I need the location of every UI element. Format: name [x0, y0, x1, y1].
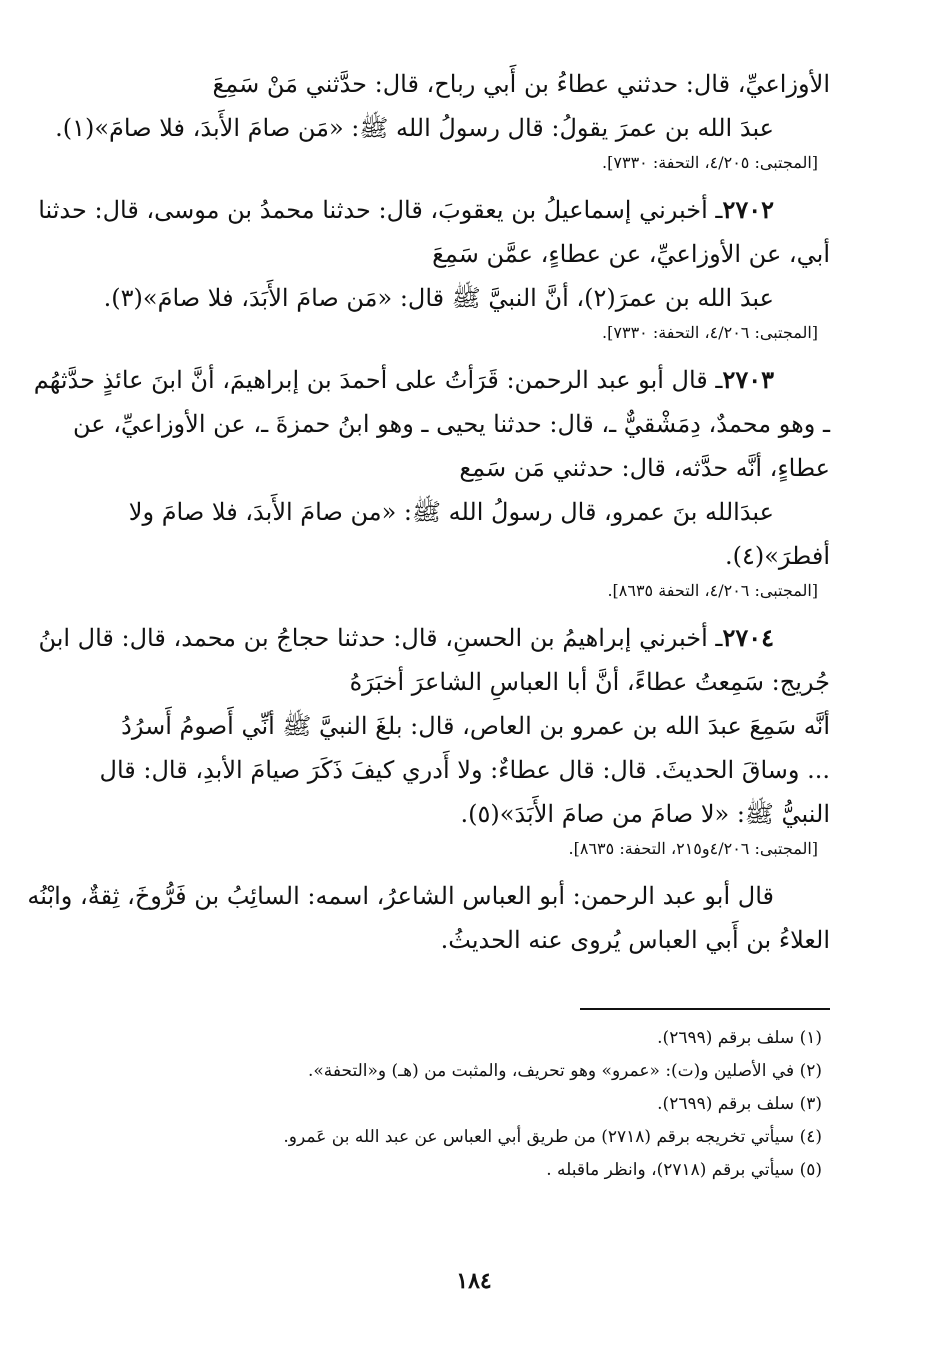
- source-reference: [المجتبى: ٤/٢٠٦، التحفة ٨٦٣٥].: [607, 581, 818, 600]
- text-line: ـ وهو محمدٌ، دِمَشْقيٌّ ـ، قال: حدثنا يحيى ـ وهو ابنُ حمزةَ ـ، عن الأوزاعيِّ، عن: [73, 410, 830, 438]
- page-number: ١٨٤: [456, 1268, 492, 1294]
- text-line: العلاءُ بن أَبي العباس يُروى عنه الحديثُ.: [440, 926, 830, 954]
- hadith-entry-2704: [38, 616, 830, 660]
- text-line: ـ قال أبو عبد الرحمن: قَرَأتُ على أحمدَ بن إبراهيمَ، أنَّ ابنَ عائذٍ حدَّثهُم: [33, 366, 723, 394]
- text-line: أنَّه سَمِعَ عبدَ الله بن عمرو بن العاص، قال: بلغَ النبيَّ ﷺ أنِّي أَصومُ أَسرُدُ: [121, 712, 830, 740]
- footnote: (١) سلف برقم (٢٦٩٩).: [657, 1028, 822, 1048]
- hadith-number: ٢٧٠٤: [722, 623, 774, 652]
- source-reference: [المجتبى: ٤/٢٠٦، التحفة: ٧٣٣٠].: [602, 323, 818, 342]
- text-line: ـ أخبرني إبراهيمُ بن الحسنِ، قال: حدثنا حجاجُ بن محمد، قال: قال ابنُ: [38, 624, 723, 652]
- text-line: جُريج: سَمِعتُ عطاءً، أنَّ أبا العباسِ الشاعرَ أخبَرَهُ: [349, 668, 830, 696]
- source-reference: [المجتبى: ٤/٢٠٥، التحفة: ٧٣٣٠].: [602, 153, 818, 172]
- main-text: [27, 62, 830, 962]
- hadith-entry-2703: [33, 358, 830, 402]
- source-reference: [المجتبى: ٤/٢٠٦و٢١٥، التحفة: ٨٦٣٥].: [568, 839, 818, 858]
- footnote: (٥) سيأتي برقم (٢٧١٨)، وانظر ماقبله .: [546, 1160, 822, 1180]
- text-line: النبيُّ ﷺ: «لا صامَ من صامَ الأَبَدَ»(٥).: [460, 800, 830, 828]
- text-line: أفطرَ»(٤).: [724, 542, 830, 570]
- text-line: أبي، عن الأوزاعيِّ، عن عطاءٍ، عمَّن سَمِعَ: [432, 240, 830, 268]
- text-line: ... وساقَ الحديثَ. قال: قال عطاءٌ: ولا أَدري كيفَ ذَكَرَ صيامَ الأبدِ، قال: قال: [99, 756, 830, 784]
- hadith-entry-2702: [38, 188, 830, 232]
- hadith-number: ٢٧٠٢: [722, 195, 774, 224]
- footnote-separator: [580, 1008, 830, 1010]
- text-line: الأوزاعيِّ، قال: حدثني عطاءُ بن أَبي رباح، قال: حدَّثني مَنْ سَمِعَ: [212, 70, 830, 98]
- text-line: عطاءٍ، أنَّه حدَّثه، قال: حدثني مَن سَمِع: [459, 454, 830, 482]
- text-line: عبدَالله بنَ عمرو، قال رسولُ الله ﷺ: «من صامَ الأَبدَ، فلا صامَ ولا: [128, 498, 774, 526]
- text-line: عبدَ الله بن عمرَ(٢)، أنَّ النبيَّ ﷺ قال: «مَن صامَ الأَبَدَ، فلا صامَ»(٣).: [103, 284, 774, 312]
- footnotes: [120, 1022, 830, 1187]
- text-line: عبدَ الله بن عمرَ يقولُ: قال رسولُ الله ﷺ: «مَن صامَ الأَبدَ، فلا صامَ»(١).: [55, 114, 774, 142]
- footnote: (٢) في الأصلين و(ت): «عمرو» وهو تحريف، والمثبت من (هـ) و«التحفة».: [307, 1061, 822, 1081]
- text-line: قال أبو عبد الرحمن: أبو العباس الشاعرُ، اسمه: السائِبُ بن فَرُّوخَ، ثِقةٌ، وابْنُه: [27, 882, 774, 910]
- text-line: ـ أخبرني إسماعيلُ بن يعقوبَ، قال: حدثنا محمدُ بن موسى، قال: حدثنا: [38, 196, 723, 224]
- hadith-number: ٢٧٠٣: [722, 365, 774, 394]
- footnote: (٣) سلف برقم (٢٦٩٩).: [657, 1094, 822, 1114]
- footnote: (٤) سيأتي تخريجه برقم (٢٧١٨) من طريق أبي العباس عن عبد الله بن عَمرو.: [283, 1127, 822, 1147]
